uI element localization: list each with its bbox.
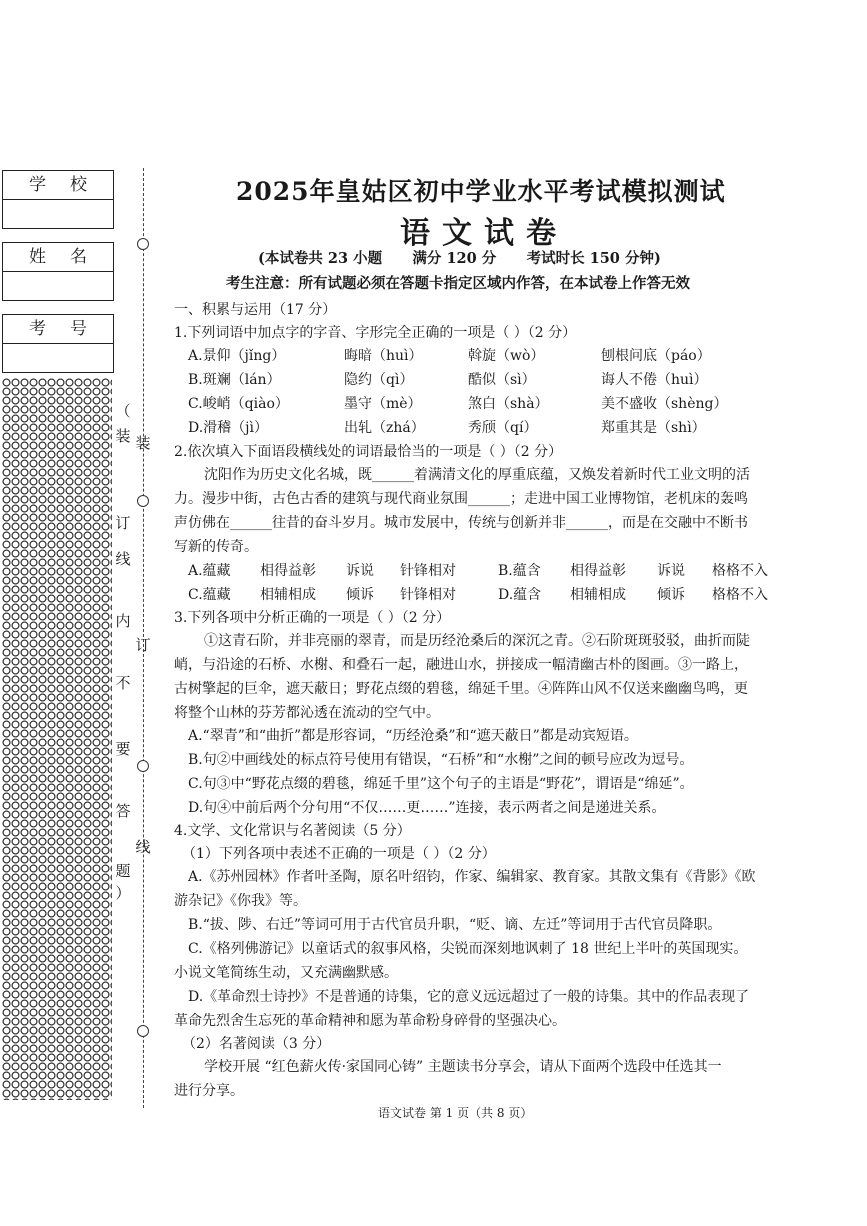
binding-note-char: 不 [115,674,131,692]
school-field[interactable] [3,200,113,228]
binding-note-char: 订 [115,514,131,532]
q2-option: 诉说 [346,563,374,579]
page-footer: 语文试卷 第 1 页（共 8 页） [378,1106,533,1120]
binding-note-char: ） [115,884,131,902]
q1-option: A.景仰（jǐng） [188,348,286,364]
q2-passage-line: 沈阳作为历史文化名城，既______着满清文化的厚重底蕴，又焕发着新时代工业文明的活 [204,467,750,483]
q2-option: D.蕴含 [498,587,542,603]
q4-sub1-line: C.《格列佛游记》以童话式的叙事风格，尖锐而深刻地讽刺了 18 世纪上半叶的英国现实。 [188,941,748,957]
q1-option: B.斑斓（lán） [188,372,281,388]
school-label-char: 学 [29,175,46,195]
q2-option: 诉说 [657,563,685,579]
q4-sub1-line: B.“拔、陟、右迁”等词可用于古代官员升职，“贬、谪、左迁”等词用于古代官员降职。 [188,917,722,933]
q3-stem: 3.下列各项中分析正确的一项是（ ）（2 分） [174,610,451,626]
q3-option: A.“翠青”和“曲折”都是形容词，“历经沧桑”和“遮天蔽日”都是动宾短语。 [188,728,638,744]
school-label-char: 校 [70,175,87,195]
exam-notice: 考生注意：所有试题必须在答题卡指定区域内作答，在本试卷上作答无效 [226,275,690,292]
q1-option: 刨根问底（páo） [601,348,711,364]
q2-option: 针锋相对 [400,563,456,579]
q1-option: 墨守（mè） [344,396,422,412]
q4-stem: 4.文学、文化常识与名著阅读（5 分） [174,823,411,839]
q1-stem: 1.下列词语中加点字的字音、字形完全正确的一项是（ ）（2 分） [174,325,577,341]
q1-option: 煞白（shà） [468,396,549,412]
q2-stem: 2.依次填入下面语段横线处的词语最恰当的一项是（ ）（2 分） [174,444,563,460]
q3-passage-line: 峭，与沿途的石桥、水榭、和叠石一起，融进山水，拼接成一幅清幽古朴的图画。③一路上， [174,657,748,673]
q3-passage-line: ①这青石阶，并非亮丽的翠青，而是历经沧桑后的深沉之青。②石阶斑斑驳驳，曲折而陡 [204,633,750,649]
q3-passage-line: 将整个山林的芬芳都沁透在流动的空气中。 [174,705,440,721]
section-heading: 一、积累与运用（17 分） [174,302,337,318]
q1-option: 出轧（zhá） [344,420,425,436]
binding-label-char: 线 [135,838,151,856]
q3-option: C.句③中“野花点缀的碧毯，绵延千里”这个句子的主语是“野花”，谓语是“绵延”。 [188,776,694,792]
q2-option: 针锋相对 [400,587,456,603]
q1-option: 酷似（sì） [468,372,536,388]
q2-option: B.蕴含 [498,563,541,579]
exam-no-label [3,315,113,344]
binding-hole [137,1025,149,1037]
q2-option: 相辅相成 [570,587,626,603]
q2-option: C.蕴藏 [188,587,231,603]
subject-title: 语文试卷 [400,216,568,251]
q4-sub1-line: 游杂记》《你我》等。 [174,893,307,909]
q2-option: 相辅相成 [260,587,316,603]
binding-note-char: 答 [115,802,131,820]
q1-option: 斡旋（wò） [468,348,545,364]
q2-option: 相得益彰 [260,563,316,579]
exam-title: 2025年皇姑区初中学业水平考试模拟测试 [236,177,726,206]
q1-option: 诲人不倦（huì） [601,372,708,388]
q1-option: 郑重其是（shì） [601,420,706,436]
q2-passage-line: 写新的传奇。 [174,539,258,555]
q1-option: 秀颀（qí） [468,420,538,436]
q1-option: 隐约（qì） [344,372,414,388]
name-label-char: 姓 [29,247,46,267]
q4-sub1-line: 小说文笔简练生动，又充满幽默感。 [174,965,398,981]
q3-option: D.句④中前后两个分句用“不仅……更……”连接，表示两者之间是递进关系。 [188,800,666,816]
binding-label-char: 装 [135,434,151,452]
q4-sub1-line: 革命先烈舍生忘死的革命精神和愿为革命粉身碎骨的坚强决心。 [174,1013,566,1029]
exam-no-box [2,314,114,373]
binding-hole [137,760,149,772]
binding-hole [137,495,149,507]
school-label [3,171,113,200]
binding-label-char: 订 [135,636,151,654]
binding-note-char: 内 [115,612,131,630]
q3-option: B.句②中画线处的标点符号使用有错误，“石桥”和“水榭”之间的顿号应改为逗号。 [188,752,694,768]
q2-option: 格格不入 [712,587,768,603]
exam-no-field[interactable] [3,344,113,372]
binding-note-char: 要 [115,740,131,758]
binding-note-char: （ [115,402,131,420]
q1-option: C.峻峭（qiào） [188,396,289,412]
q4-sub2-line: 进行分享。 [174,1083,244,1099]
q4-sub1-line: A.《苏州园林》作者叶圣陶，原名叶绍钧，作家、编辑家、教育家。其散文集有《背影》《欧 [188,869,756,885]
q4-sub2-stem: （2）名著阅读（3 分） [182,1036,331,1052]
exam-no-label-char: 考 [29,319,46,339]
binding-note-char: 装 [115,427,131,445]
binding-note-char: 题 [115,862,131,880]
answer-bubble-grid [2,378,112,1100]
q4-sub1-stem: （1）下列各项中表述不正确的一项是（ ）（2 分） [182,846,496,862]
q4-sub2-line: 学校开展 “红色薪火传·家国同心铸” 主题读书分享会，请从下面两个选段中任选其一 [204,1059,722,1075]
exam-info: (本试卷共 23 小题 满分 120 分 考试时长 150 分钟) [258,250,661,267]
name-box [2,242,114,301]
binding-note-char: 线 [115,550,131,568]
name-label-char: 名 [70,247,87,267]
school-box [2,170,114,229]
q1-option: D.滑稽（jì） [188,420,268,436]
q2-option: 倾诉 [657,587,685,603]
q2-option: A.蕴藏 [188,563,231,579]
q3-passage-line: 古树擎起的巨伞，遮天蔽日；野花点缀的碧毯，绵延千里。④阵阵山风不仅送来幽幽鸟鸣，更 [174,681,748,697]
q2-option: 相得益彰 [570,563,626,579]
q1-option: 美不盛收（shèng） [601,396,728,412]
binding-hole [137,238,149,250]
q2-passage-line: 力。漫步中街，古色古香的建筑与现代商业氛围______；走进中国工业博物馆，老机床的轰鸣 [174,491,748,507]
q4-sub1-line: D.《革命烈士诗抄》不是普通的诗集，它的意义远远超过了一般的诗集。其中的作品表现了 [188,989,750,1005]
name-label [3,243,113,272]
name-field[interactable] [3,272,113,300]
exam-no-label-char: 号 [70,319,87,339]
q2-option: 倾诉 [346,587,374,603]
q1-option: 晦暗（huì） [344,348,423,364]
q2-option: 格格不入 [712,563,768,579]
q2-passage-line: 声仿佛在______往昔的奋斗岁月。城市发展中，传统与创新并非______，而是在交融中不断书 [174,515,748,531]
